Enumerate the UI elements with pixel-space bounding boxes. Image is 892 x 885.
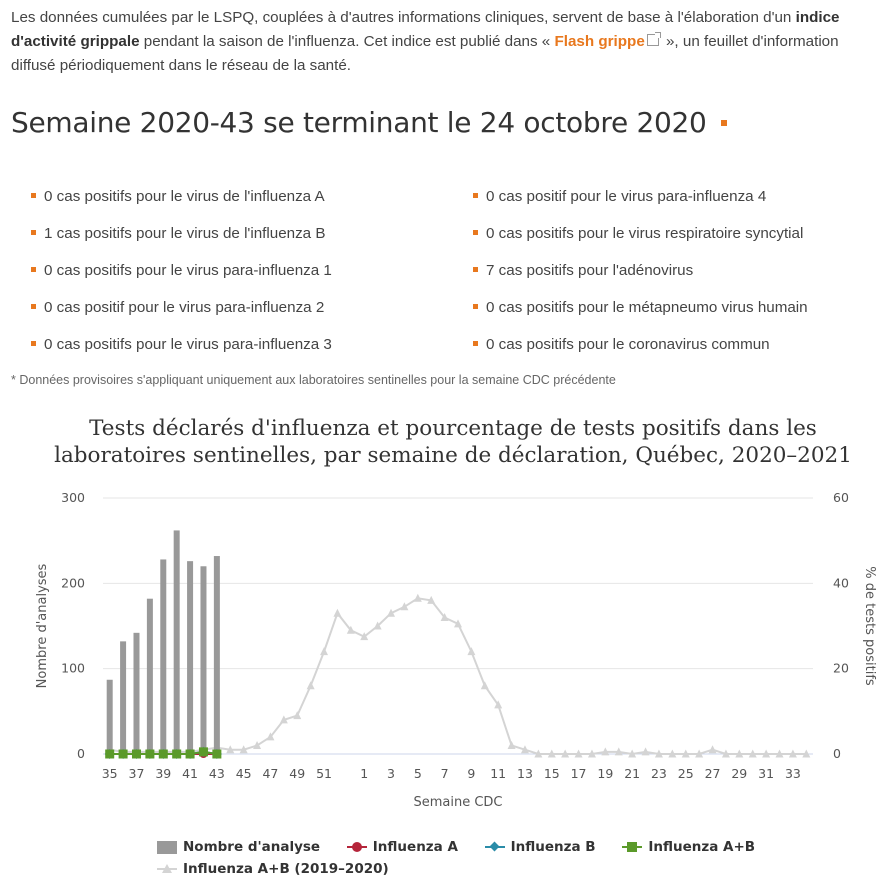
x-tick-label: 51 [316, 766, 332, 781]
y-left-axis-label: Nombre d'analyses [35, 563, 50, 689]
stat-item: 0 cas positifs pour le virus para-influenza 3 [31, 333, 332, 370]
x-tick-label: 19 [597, 766, 614, 781]
data-point-2019-2020 [481, 681, 489, 689]
week-heading [11, 106, 727, 139]
stat-item: 0 cas positifs pour le virus de l'influenza A [31, 185, 332, 222]
x-tick-label: 9 [467, 766, 476, 781]
stat-item: 0 cas positif pour le virus para-influenza 4 [473, 185, 808, 222]
stat-item: 0 cas positifs pour le virus para-influenza 1 [31, 259, 332, 296]
data-point-2019-2020 [508, 741, 516, 749]
flash-grippe-link[interactable]: Flash grippe [554, 33, 645, 50]
external-link-icon [647, 34, 659, 46]
y-left-tick-label: 300 [61, 490, 85, 505]
x-tick-label: 31 [758, 766, 775, 781]
legend-label: Nombre d'analyse [183, 839, 321, 855]
x-tick-label: 5 [413, 766, 422, 781]
bar-nombre-analyse [214, 556, 220, 754]
data-point-2019-2020 [467, 647, 475, 655]
footnote: * Données provisoires s'appliquant uniquement aux laboratoires sentinelles pour la semaine CDC précédente [11, 373, 616, 387]
x-tick-label: 47 [262, 766, 279, 781]
y-left-tick-label: 100 [61, 660, 85, 676]
legend-item-influenza-a[interactable] [347, 836, 458, 858]
bar-nombre-analyse [174, 530, 180, 754]
x-tick-label: 27 [704, 766, 721, 781]
chart-title-line-2: laboratoires sentinelles, par semaine de déclaration, Québec, 2020–2021 [54, 443, 852, 468]
y-left-tick-label: 0 [77, 746, 85, 761]
legend-label: Influenza A+B [648, 839, 756, 855]
y-right-axis-label: % de tests positifs [862, 566, 877, 686]
data-point-influenza-ab [212, 750, 221, 759]
x-tick-label: 37 [128, 766, 145, 781]
y-right-tick-label: 20 [833, 660, 849, 676]
stat-item: 0 cas positifs pour le virus respiratoire syncytial [473, 222, 808, 259]
data-point-influenza-ab [172, 750, 181, 759]
x-tick-label: 17 [570, 766, 587, 781]
orange-square-icon [721, 120, 727, 126]
data-point-2019-2020 [253, 741, 261, 749]
data-point-influenza-ab [119, 750, 128, 759]
x-tick-label: 39 [155, 766, 172, 781]
x-tick-label: 33 [784, 766, 801, 781]
legend-triangle-icon [157, 862, 177, 876]
x-tick-label: 13 [517, 766, 533, 781]
x-tick-label: 49 [289, 766, 306, 781]
x-axis-label: Semaine CDC [413, 795, 503, 810]
chart-svg [0, 470, 892, 830]
intro-text-3: », un feuillet d'information diffusé périodiquement dans le réseau de la santé. [11, 33, 839, 74]
stat-item: 7 cas positifs pour l'adénovirus [473, 259, 808, 296]
x-tick-label: 29 [731, 766, 748, 781]
legend-item-influenza-ab[interactable] [622, 836, 755, 858]
x-tick-label: 15 [543, 766, 560, 781]
bar-nombre-analyse [120, 641, 126, 754]
legend-label: Influenza A+B (2019–2020) [183, 861, 389, 877]
chart-legend [157, 836, 817, 880]
intro-text-1: Les données cumulées par le LSPQ, couplées à d'autres informations cliniques, servent de base à l'élaboration d'un [11, 9, 796, 26]
stat-item: 1 cas positifs pour le virus de l'influenza B [31, 222, 332, 259]
data-point-influenza-ab [145, 750, 154, 759]
intro-paragraph [11, 6, 886, 78]
week-title-text: Semaine 2020-43 se terminant le 24 octobre 2020 [11, 106, 707, 139]
legend-item-nombre-analyse[interactable] [157, 836, 320, 858]
data-point-2019-2020 [333, 609, 341, 617]
legend-bar-icon [157, 840, 177, 854]
data-point-influenza-ab [199, 747, 208, 756]
x-tick-label: 3 [387, 766, 395, 781]
intro-bold: indice d'activité grippale [11, 9, 840, 50]
bar-nombre-analyse [147, 599, 153, 754]
x-tick-label: 1 [360, 766, 369, 781]
x-tick-label: 25 [677, 766, 694, 781]
y-left-tick-label: 200 [61, 575, 85, 591]
x-tick-label: 45 [235, 766, 252, 781]
x-tick-label: 7 [440, 766, 449, 781]
bar-nombre-analyse [160, 559, 166, 754]
y-right-tick-label: 60 [833, 490, 849, 505]
x-tick-label: 23 [650, 766, 667, 781]
legend-item-influenza-ab-2019-2020[interactable] [157, 858, 389, 880]
data-point-influenza-ab [132, 750, 141, 759]
chart-title [0, 415, 892, 469]
legend-label: Influenza B [510, 839, 596, 855]
chart-title-line-1: Tests déclarés d'influenza et pourcentage de tests positifs dans les [89, 416, 817, 441]
x-tick-label: 41 [182, 766, 199, 781]
stats-list-left [31, 185, 332, 370]
x-tick-label: 21 [624, 766, 641, 781]
data-point-2019-2020 [400, 602, 408, 610]
bar-nombre-analyse [133, 633, 139, 754]
y-right-tick-label: 40 [833, 575, 849, 591]
x-tick-label: 35 [101, 766, 118, 781]
data-point-2019-2020 [307, 681, 315, 689]
legend-square-icon [622, 840, 642, 854]
stats-list-right [473, 185, 808, 370]
bar-nombre-analyse [187, 561, 193, 754]
y-right-tick-label: 0 [833, 746, 841, 761]
bar-nombre-analyse [200, 566, 206, 754]
data-point-influenza-ab [186, 750, 195, 759]
stat-item: 0 cas positifs pour le coronavirus commun [473, 333, 808, 370]
bar-nombre-analyse [107, 680, 113, 754]
stat-item: 0 cas positif pour le virus para-influenza 2 [31, 296, 332, 333]
stat-item: 0 cas positifs pour le métapneumo virus humain [473, 296, 808, 333]
data-point-2019-2020 [320, 647, 328, 655]
legend-label: Influenza A [372, 839, 458, 855]
legend-item-influenza-b[interactable] [485, 836, 596, 858]
data-point-2019-2020 [709, 745, 717, 753]
legend-diamond-icon [485, 840, 505, 854]
legend-circle-icon [347, 840, 367, 854]
data-point-influenza-ab [105, 750, 114, 759]
intro-text-2: pendant la saison de l'influenza. Cet indice est publié dans « [139, 33, 555, 50]
x-tick-label: 11 [490, 766, 507, 781]
x-tick-label: 43 [208, 766, 225, 781]
data-point-2019-2020 [293, 711, 301, 719]
data-point-influenza-ab [159, 750, 168, 759]
